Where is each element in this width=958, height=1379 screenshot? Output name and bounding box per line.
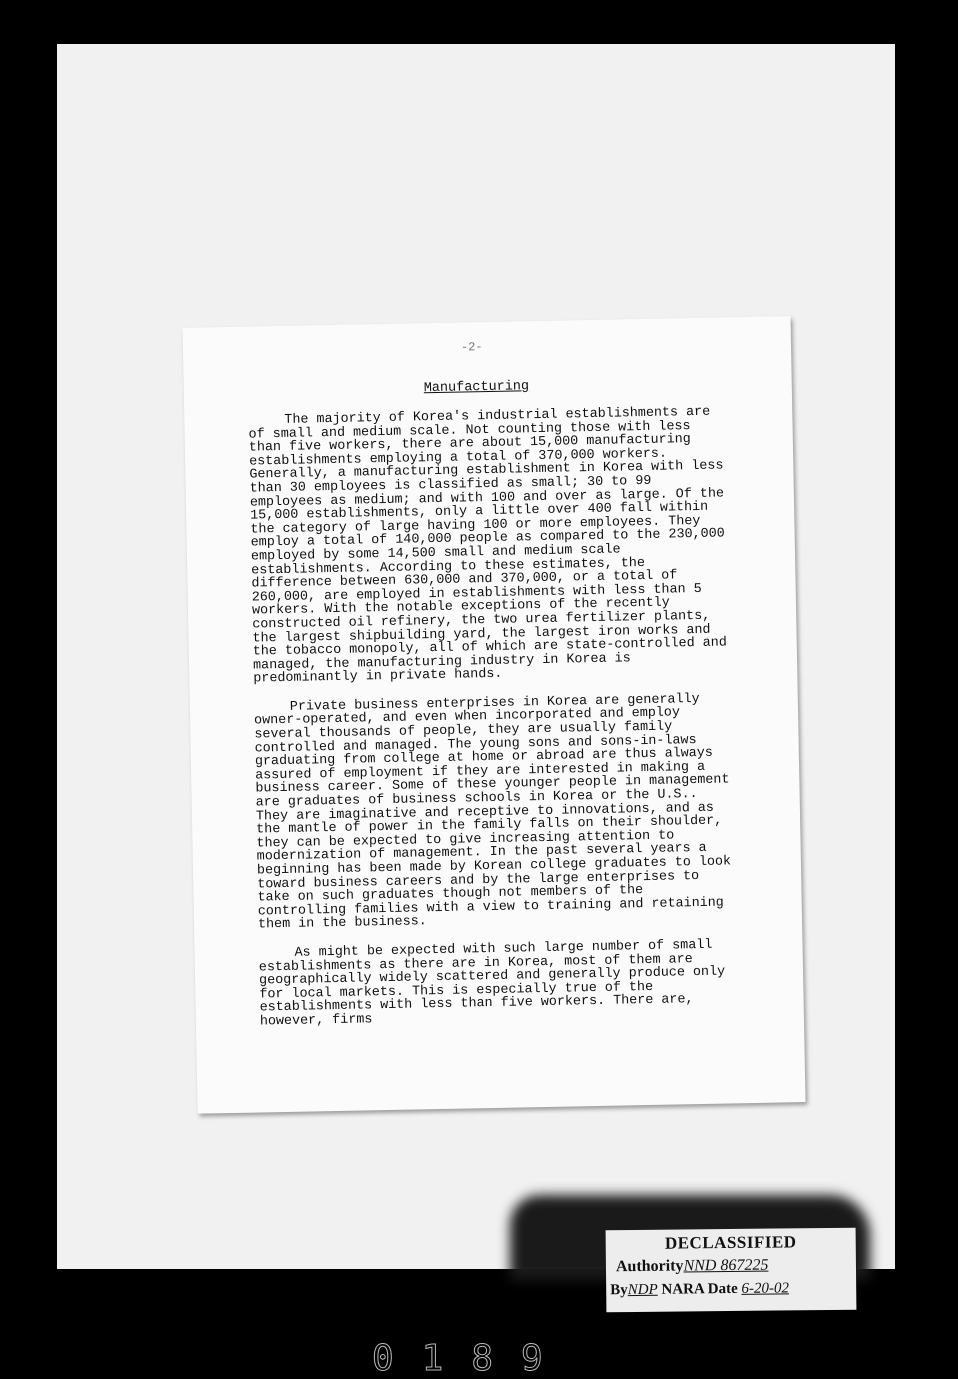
- stamp-by-line: [610, 1280, 789, 1299]
- paragraph: The majority of Korea's industrial establishments are of small and medium scale. Not counting those with less than five workers, there are about 15,000 manufacturing establishments employing a total of 370,000 workers. Generally, a manufacturing establishment in Korea with less than 30 employees is classified as small; 30 to 99 employees as medium; and with 100 and over as large. Of the 15,000 establishments, only a little over 400 fall within the category of large having 100 or more employees. They employ a total of 140,000 people as compared to the 230,000 employed by some 14,500 small and medium scale establishments. According to these estimates, the difference between 630,000 and 370,000, or a total of 260,000, are employed in establishments with less than 5 workers. With the notable exceptions of the recently constructed oil refinery, the two urea fertilizer plants, the largest shipbuilding yard, the largest iron works and the tobacco monopoly, all of which are state-controlled and managed, the manufacturing industry in Korea is predominantly in private hands.: [248, 404, 727, 687]
- date-value: 6-20-02: [741, 1280, 790, 1297]
- page-number: -2-: [460, 340, 483, 355]
- paragraph: Private business enterprises in Korea are generally owner-operated, and even when incorporated and employ several thousands of people, they are usually family controlled and managed. The young sons and sons-in-laws graduating from college at home or abroad are thus always assured of employment if they are interested in making a business career. Some of these younger people in management are graduates of business schools in Korea or the U.S.. They are imaginative and receptive to innovations, and as the mantle of power in the family falls on their shoulder, they can be expected to give increasing attention to modernization of management. In the past several years a beginning has been made by Korean college graduates to look toward business careers and by the large enterprises to take on such graduates though not members of the controlling families with a view to training and retaining them in the business.: [253, 691, 732, 933]
- stamp-authority: [616, 1257, 769, 1277]
- body-text: [248, 405, 738, 1044]
- authority-value: NND 867225: [683, 1256, 769, 1275]
- frame-number: 0189: [372, 1338, 571, 1379]
- stamp-title: DECLASSIFIED: [664, 1232, 797, 1253]
- declassified-stamp: [606, 1228, 857, 1313]
- section-title: Manufacturing: [423, 379, 530, 397]
- paragraph: As might be expected with such large number of small establishments as there are in Korea, most of them are geographically widely scattered and generally produce only for local markets. This is especially true of the establishments with less than five workers. There are, however, firms: [258, 937, 726, 1030]
- nara-date-label: NARA Date: [661, 1280, 738, 1298]
- by-value: NDP: [627, 1281, 658, 1299]
- authority-label: Authority: [615, 1257, 684, 1276]
- typed-page: [183, 316, 806, 1114]
- by-label: By: [610, 1282, 628, 1299]
